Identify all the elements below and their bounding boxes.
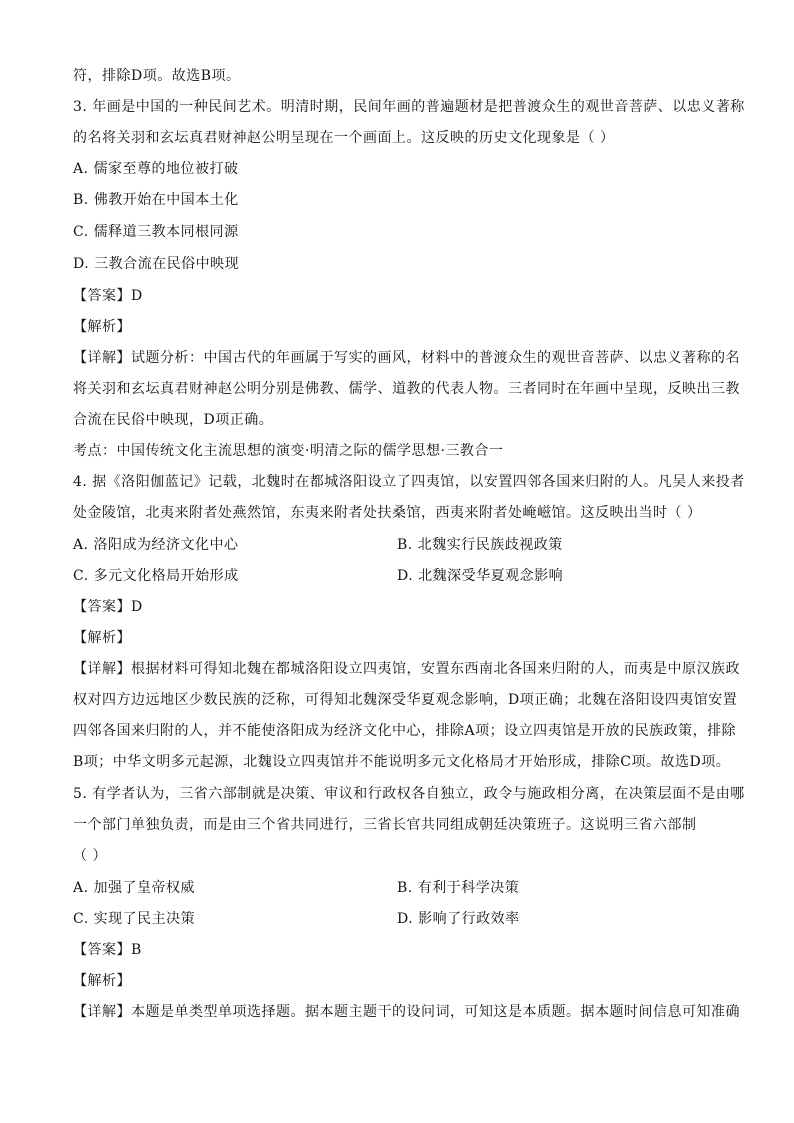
option-c: C. 儒释道三教本同根同源 (73, 224, 239, 240)
answer-label: 【答案】B (73, 942, 142, 958)
explanation-text: 权对四方边远地区少数民族的泛称，可得知北魏深受华夏观念影响，D项正确；北魏在洛阳设四夷馆安置 (73, 692, 738, 708)
explanation-text: 合流在民俗中映现，D项正确。 (73, 412, 274, 428)
explanation-text: 【详解】试题分析：中国古代的年画属于写实的画风，材料中的普渡众生的观世音菩萨、以忠义著称的名 (73, 350, 740, 366)
option-a: A. 洛阳成为经济文化中心 (73, 537, 239, 553)
option-row (73, 566, 723, 586)
option-c: C. 实现了民主决策 (73, 911, 196, 927)
explanation-text: 四邻各国来归附的人，并不能使洛阳成为经济文化中心，排除A项；设立四夷馆是开放的民族政策，排除 (73, 723, 737, 739)
option-row (73, 909, 723, 929)
exam-point: 考点：中国传统文化主流思想的演变·明清之际的儒学思想·三教合一 (73, 443, 504, 459)
question-3-stem: 3. 年画是中国的一种民间艺术。明清时期，民间年画的普遍题材是把普渡众生的观世音菩萨、以忠义著称 (73, 99, 745, 115)
option-d: D. 影响了行政效率 (397, 911, 520, 927)
option-row (73, 535, 723, 555)
question-4-stem: 4. 据《洛阳伽蓝记》记载，北魏时在都城洛阳设立了四夷馆，以安置四邻各国来归附的人。凡吴人来投者 (73, 474, 745, 490)
explanation-text: 将关羽和玄坛真君财神赵公明分别是佛教、儒学、道教的代表人物。三者同时在年画中呈现，反映出三教 (73, 381, 740, 397)
explanation-text: B项；中华文明多元起源，北魏设立四夷馆并不能说明多元文化格局才开始形成，排除C项。故选D项。 (73, 754, 731, 770)
text-line: 符，排除D项。故选B项。 (73, 68, 241, 84)
explanation-text: 【详解】本题是单类型单项选择题。据本题主题干的设问词，可知这是本质题。据本题时间信息可知准确 (73, 1004, 740, 1020)
explanation-text: 【详解】根据材料可得知北魏在都城洛阳设立四夷馆，安置东西南北各国来归附的人，而夷是中原汉族政 (73, 661, 740, 677)
option-row (73, 878, 723, 898)
answer-label: 【答案】D (73, 288, 143, 304)
option-a: A. 儒家至尊的地位被打破 (73, 161, 239, 177)
question-3-stem-cont: 的名将关羽和玄坛真君财神赵公明呈现在一个画面上。这反映的历史文化现象是（ ） (73, 130, 615, 146)
option-d: D. 三教合流在民俗中映现 (73, 256, 240, 272)
analysis-label: 【解析】 (73, 973, 131, 989)
question-5-stem: 5. 有学者认为，三省六部制就是决策、审议和行政权各自独立，政令与施政相分离，在决策层面不是由哪 (73, 786, 745, 802)
question-4-stem-cont: 处金陵馆，北夷来附者处燕然馆，东夷来附者处扶桑馆，西夷来附者处崦嵫馆。这反映出当时（ ） (73, 505, 702, 521)
option-d: D. 北魏深受华夏观念影响 (397, 568, 564, 584)
option-b: B. 有利于科学决策 (397, 880, 520, 896)
option-b: B. 北魏实行民族歧视政策 (397, 537, 563, 553)
option-b: B. 佛教开始在中国本土化 (73, 192, 239, 208)
analysis-label: 【解析】 (73, 319, 131, 335)
question-5-bracket: （ ） (73, 848, 107, 864)
analysis-label: 【解析】 (73, 630, 131, 646)
option-a: A. 加强了皇帝权威 (73, 880, 196, 896)
option-c: C. 多元文化格局开始形成 (73, 568, 239, 584)
question-5-stem-cont: 一个部门单独负责，而是由三个省共同进行，三省长官共同组成朝廷决策班子。这说明三省六部制 (73, 817, 697, 833)
answer-label: 【答案】D (73, 599, 143, 615)
